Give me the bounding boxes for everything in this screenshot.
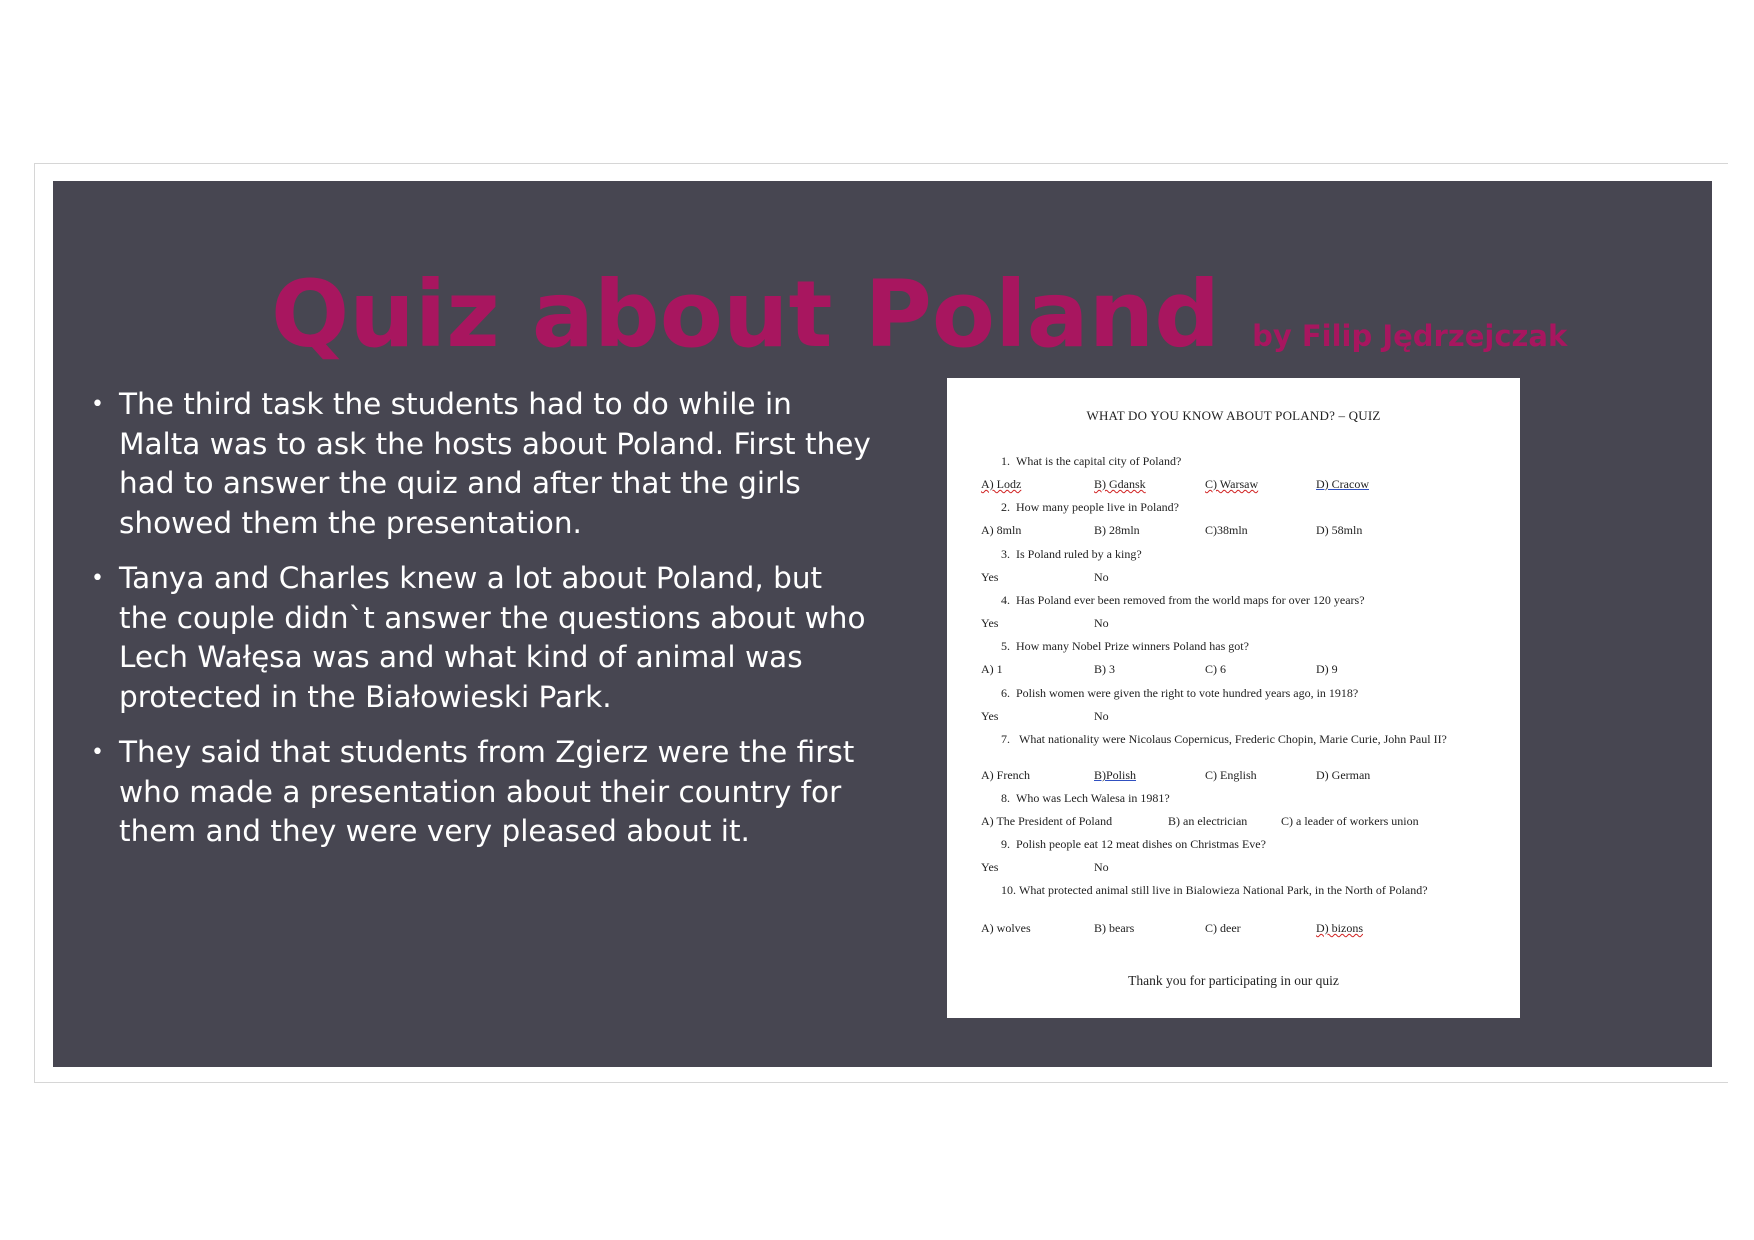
question-text: Has Poland ever been removed from the world maps for over 120 years? xyxy=(1016,593,1365,607)
answer-text: B)Polish xyxy=(1094,768,1137,782)
question-number: 4. xyxy=(1001,593,1010,607)
quiz-answer: A) French xyxy=(981,768,1030,782)
bullet-item xyxy=(89,733,879,852)
quiz-question xyxy=(1001,547,1142,562)
quiz-question xyxy=(1001,454,1181,469)
quiz-answer: D) 58mln xyxy=(1316,523,1363,537)
answer-text: B) Gdansk xyxy=(1094,477,1146,491)
question-number: 8. xyxy=(1001,791,1010,805)
quiz-question xyxy=(1001,733,1451,746)
quiz-answer xyxy=(1094,768,1136,783)
quiz-title: WHAT DO YOU KNOW ABOUT POLAND? – QUIZ xyxy=(1086,408,1381,423)
quiz-answer: C) a leader of workers union xyxy=(1281,814,1419,828)
quiz-question xyxy=(1001,791,1170,806)
quiz-answer: A) 8mln xyxy=(981,523,1022,537)
answer-text: C) Warsaw xyxy=(1205,477,1259,491)
question-text: Who was Lech Walesa in 1981? xyxy=(1016,791,1170,805)
question-text: How many Nobel Prize winners Poland has got? xyxy=(1016,639,1249,653)
quiz-question xyxy=(1001,593,1365,608)
quiz-answer xyxy=(1205,477,1258,492)
bullet-dot-icon: • xyxy=(91,392,104,417)
quiz-answer: No xyxy=(1094,709,1109,723)
question-text: Polish women were given the right to vote hundred years ago, in 1918? xyxy=(1016,686,1359,700)
quiz-question xyxy=(1001,686,1358,701)
quiz-answer: No xyxy=(1094,570,1109,584)
question-number: 3. xyxy=(1001,547,1010,561)
quiz-answer: B) 28mln xyxy=(1094,523,1140,537)
quiz-answer xyxy=(1316,477,1369,492)
quiz-answer: B) bears xyxy=(1094,921,1135,935)
quiz-question xyxy=(1001,639,1249,654)
quiz-answer: C) 6 xyxy=(1205,662,1226,676)
bullet-dot-icon: • xyxy=(91,566,104,591)
quiz-answer: C)38mln xyxy=(1205,523,1248,537)
bullet-dot-icon: • xyxy=(91,740,104,765)
title-text: Quiz about Poland xyxy=(271,261,1221,368)
author-text: by Filip Jędrzejczak xyxy=(1252,319,1568,353)
question-text: What is the capital city of Poland? xyxy=(1016,454,1182,468)
question-number: 9. xyxy=(1001,837,1010,851)
question-text: Polish people eat 12 meat dishes on Christmas Eve? xyxy=(1016,837,1266,851)
bullet-text: Tanya and Charles knew a lot about Poland, but the couple didn`t answer the questions about who Lech Wałęsa was and what kind of animal was protected in the Białowieski Park. xyxy=(119,561,866,714)
question-number: 1. xyxy=(1001,454,1010,468)
quiz-answer: A) The President of Poland xyxy=(981,814,1113,828)
quiz-question xyxy=(1001,884,1451,897)
question-number: 5. xyxy=(1001,639,1010,653)
quiz-answer xyxy=(981,477,1021,492)
quiz-answer: B) an electrician xyxy=(1168,814,1248,828)
bullet-list xyxy=(89,385,879,868)
quiz-thanks: Thank you for participating in our quiz xyxy=(1128,973,1339,988)
answer-text: D) bizons xyxy=(1316,921,1363,935)
quiz-answer: Yes xyxy=(981,860,999,874)
quiz-answer: D) 9 xyxy=(1316,662,1338,676)
quiz-answer: Yes xyxy=(981,570,999,584)
quiz-question xyxy=(1001,837,1266,852)
quiz-answer xyxy=(1316,921,1363,936)
quiz-answer: C) English xyxy=(1205,768,1257,782)
quiz-answer: No xyxy=(1094,616,1109,630)
bullet-text: The third task the students had to do while in Malta was to ask the hosts about Poland. First they had to answer the quiz and after that the girls showed them the presentation. xyxy=(119,387,871,540)
quiz-image xyxy=(947,378,1520,1018)
quiz-answer xyxy=(1094,477,1146,492)
quiz-answer: Yes xyxy=(981,709,999,723)
bullet-text: They said that students from Zgierz were the first who made a presentation about their country for them and they were very pleased about it. xyxy=(119,735,855,848)
answer-text: D) Cracow xyxy=(1316,477,1369,491)
question-text: What protected animal still live in Bialowieza National Park, in the North of Poland? xyxy=(1019,883,1428,897)
quiz-answer: C) deer xyxy=(1205,921,1241,935)
quiz-question xyxy=(1001,500,1179,515)
slide-title xyxy=(271,261,1568,368)
question-number: 2. xyxy=(1001,500,1010,514)
question-text: How many people live in Poland? xyxy=(1016,500,1179,514)
quiz-answer: No xyxy=(1094,860,1109,874)
quiz-answer: A) wolves xyxy=(981,921,1031,935)
question-number: 6. xyxy=(1001,686,1010,700)
bullet-item xyxy=(89,559,879,717)
question-number: 10. xyxy=(1001,883,1016,897)
question-text: What nationality were Nicolaus Copernicus, Frederic Chopin, Marie Curie, John Paul II? xyxy=(1019,732,1447,746)
quiz-answer: D) German xyxy=(1316,768,1371,782)
quiz-answer: Yes xyxy=(981,616,999,630)
question-text: Is Poland ruled by a king? xyxy=(1016,547,1142,561)
question-number: 7. xyxy=(1001,732,1010,746)
quiz-answer: A) 1 xyxy=(981,662,1003,676)
slide xyxy=(53,181,1712,1067)
bullet-item xyxy=(89,385,879,543)
answer-text: A) Lodz xyxy=(981,477,1022,491)
quiz-answer: B) 3 xyxy=(1094,662,1115,676)
